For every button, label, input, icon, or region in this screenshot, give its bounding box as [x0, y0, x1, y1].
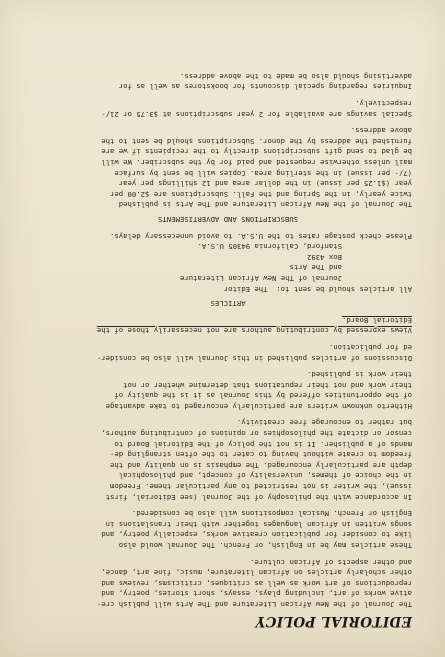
text-line: other scholarly articles on African literature, music, fine art, dance,	[101, 568, 412, 578]
text-line: in the choice of themes, universality of concept, and philosophical	[118, 471, 412, 481]
address-line: Box 4392	[306, 252, 342, 262]
text-line: advertising should also be made to the above address.	[180, 71, 412, 81]
text-line: furnished the address by the donor. Subscriptions should be sent to the	[101, 136, 412, 146]
text-line: twice yearly, in the Spring and the Fall. Subscriptions are $2.00 per	[109, 189, 412, 199]
text-line: respectively.	[355, 99, 412, 109]
text-line: Views expressed by contributing authors are not necessarily those of the	[96, 326, 412, 336]
text-line: ed for publication.	[328, 342, 412, 352]
page-body	[44, 64, 412, 629]
text-line: The Journal of the New African Literature and The Arts will publish cre-	[96, 600, 412, 609]
text-line: reproductions of art work as well as critiques, criticisms, reviews and	[101, 578, 412, 588]
text-line: like to consider for publication creative works, especially poetry, and	[101, 530, 412, 540]
address-line: and The Arts	[289, 263, 342, 273]
text-line: mands of a publisher. It is not the policy of the Editorial Board to	[114, 439, 412, 449]
text-line: issue), the writer is not restricted to any particular theme. Freedom	[109, 482, 412, 492]
text-line: All articles should be sent to:	[276, 284, 412, 294]
text-line: These articles may be in English, or French. The Journal would also	[118, 541, 412, 551]
text-line: their work is published.	[306, 370, 412, 380]
text-line: be glad to send gift subscriptions directly to the recipients if we are	[101, 147, 412, 157]
text-line: depth are particularly encouraged. The emphasis is on quality and the	[109, 460, 412, 470]
text-line: Hitherto unknown writers are particularly encouraged to take advantage	[105, 401, 412, 411]
text-line: Discussions of articles published in this Journal will also be consider-	[96, 353, 412, 363]
text-line: (7/- per issue) in the sterling area. Copies will be sent by surface	[114, 168, 412, 178]
philosophy-paragraph	[44, 417, 412, 502]
subscriptions-paragraph	[44, 125, 412, 210]
views-paragraph	[44, 314, 412, 335]
text-line: and other aspects of African culture.	[250, 557, 412, 567]
address-line: The Editor	[223, 284, 268, 294]
text-line: English or French. Musical compositions will also be considered.	[131, 509, 412, 519]
text-line: songs written in African languages together with their translations in	[105, 519, 412, 529]
intro-paragraph	[44, 556, 412, 609]
unknown-writers-paragraph	[44, 369, 412, 411]
special-savings-paragraph	[44, 97, 412, 118]
text-line: of the opportunities offered by this Journal as it is the quality of	[114, 391, 412, 401]
text-line: censor or dictate the philosophies or opinions of contributing authors,	[101, 429, 412, 439]
text-line: but rather to encourage free creativity.	[236, 418, 412, 428]
text-line: ative works of art, including plays, essays, short stories, poetry, and	[101, 589, 412, 599]
articles-address-block	[44, 230, 412, 294]
address-line: Stanford, California 94305 U.S.A.	[197, 242, 342, 252]
text-line: mail unless otherwise requested and paid for by the subscriber. We will	[101, 158, 412, 168]
text-line: Please check postage rates to the U.S.A. to avoid unnecessary delays.	[109, 231, 412, 241]
text-line: year ($1.25 per issue) in the dollar area and 12 shillings per year	[118, 179, 412, 189]
text-line: Special savings are available for 2 year subscriptions at $3.75 or 21/-	[101, 109, 412, 119]
inquiries-paragraph	[44, 70, 412, 91]
text-line: above address.	[350, 126, 412, 136]
languages-paragraph	[44, 508, 412, 550]
text-line: their work and not their reputations that determine whether or not	[123, 380, 412, 390]
address-line: Journal of The New African Literature	[180, 273, 342, 283]
subscriptions-heading: SUBSCRIPTIONS AND ADVERTISEMENTS	[157, 215, 299, 224]
page-title: EDITORIAL POLICY	[255, 613, 412, 629]
text-line: The Journal of the New African Literature and The Arts is published	[118, 200, 412, 210]
text-line: Inquiries regarding special discounts for bookstores as well as for	[118, 82, 412, 92]
text-line: In accordance with the philosophy of the Journal (see Editorial, first	[105, 492, 412, 502]
articles-heading: ARTICLES	[210, 299, 246, 309]
text-line: freedom to create without having to cater to the often strangling de-	[109, 450, 412, 460]
text-line: Editorial Board.	[341, 315, 412, 325]
discussions-paragraph	[44, 341, 412, 362]
